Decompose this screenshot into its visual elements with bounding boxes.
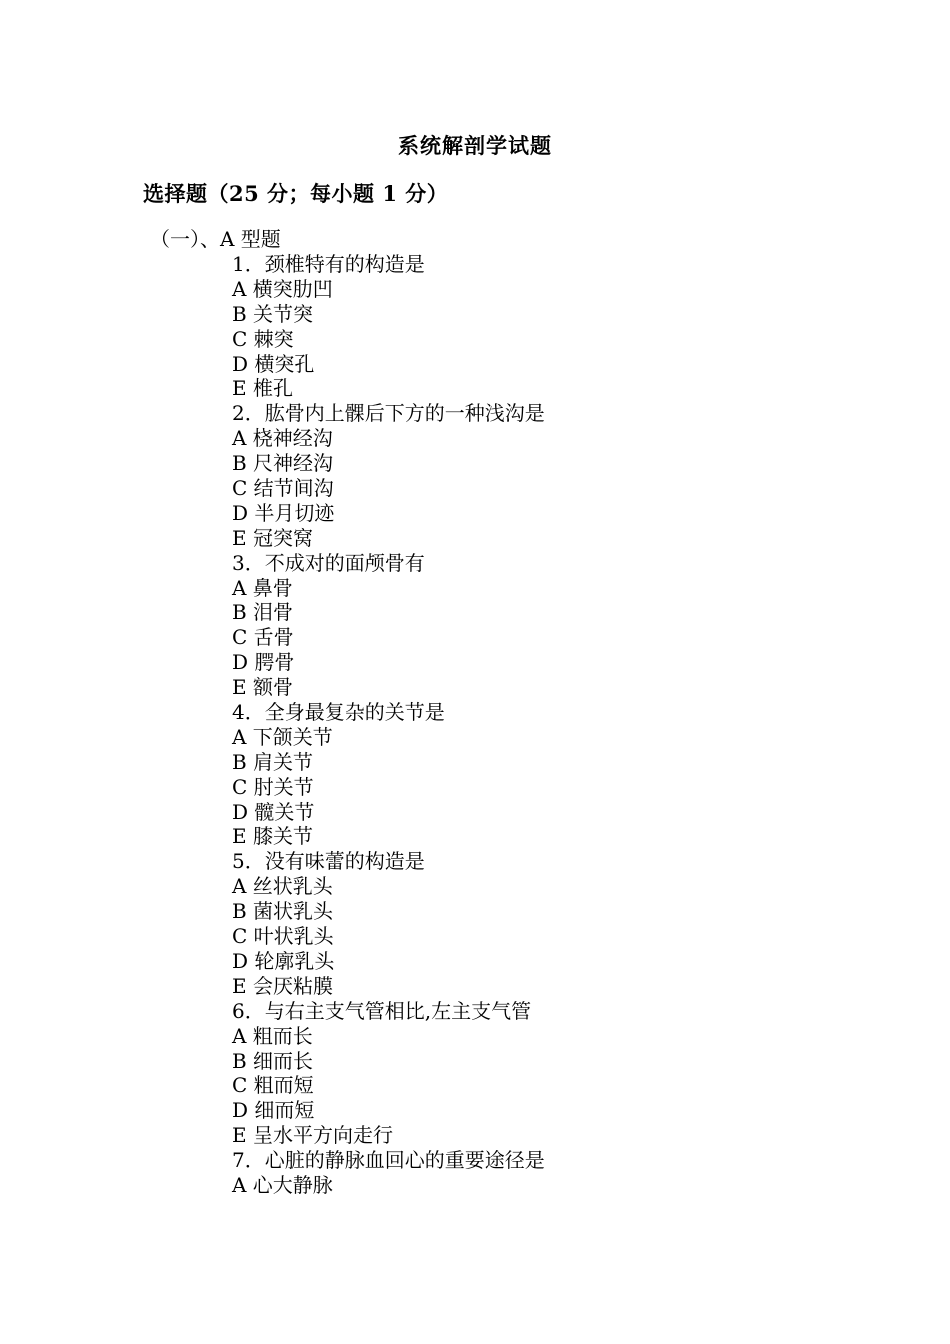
answer-option: E 会厌粘膜 — [232, 973, 333, 998]
question-1 — [232, 252, 545, 401]
answer-option: E 膝关节 — [232, 824, 313, 849]
document-title: 系统解剖学试题 — [398, 133, 552, 158]
answer-option: A 桡神经沟 — [232, 426, 333, 451]
answer-option: A 鼻骨 — [232, 575, 293, 600]
answer-option: A 横突肋凹 — [232, 276, 333, 301]
answer-option: E 呈水平方向走行 — [232, 1123, 393, 1148]
answer-option: E 椎孔 — [232, 376, 293, 401]
answer-option: C 结节间沟 — [232, 476, 334, 501]
answer-option: C 粗而短 — [232, 1073, 314, 1098]
answer-option: A 粗而长 — [232, 1023, 313, 1048]
question-stem: 2．肱骨内上髁后下方的一种浅沟是 — [232, 401, 545, 426]
question-6 — [232, 999, 545, 1148]
question-list — [232, 252, 545, 1198]
question-stem: 7．心脏的静脉血回心的重要途径是 — [232, 1148, 545, 1173]
question-2 — [232, 401, 545, 550]
section-heading: 选择题（25 分；每小题 1 分） — [143, 181, 449, 206]
answer-option: D 横突孔 — [232, 351, 315, 376]
question-stem: 4．全身最复杂的关节是 — [232, 700, 445, 725]
question-7 — [232, 1148, 545, 1198]
answer-option: A 心大静脉 — [232, 1172, 333, 1197]
answer-option: D 细而短 — [232, 1098, 315, 1123]
answer-option: C 叶状乳头 — [232, 924, 334, 949]
answer-option: D 轮廓乳头 — [232, 948, 335, 973]
answer-option: D 半月切迹 — [232, 500, 335, 525]
answer-option: B 尺神经沟 — [232, 451, 334, 476]
answer-option: B 肩关节 — [232, 749, 314, 774]
answer-option: C 舌骨 — [232, 625, 294, 650]
question-3 — [232, 551, 545, 700]
question-4 — [232, 700, 545, 849]
answer-option: D 腭骨 — [232, 650, 295, 675]
answer-option: B 菌状乳头 — [232, 899, 334, 924]
answer-option: E 额骨 — [232, 675, 293, 700]
answer-option: D 髋关节 — [232, 799, 315, 824]
question-stem: 1．颈椎特有的构造是 — [232, 252, 425, 276]
question-5 — [232, 849, 545, 998]
question-stem: 6．与右主支气管相比,左主支气管 — [232, 998, 532, 1023]
answer-option: C 棘突 — [232, 326, 294, 351]
question-stem: 5．没有味蕾的构造是 — [232, 849, 425, 874]
question-stem: 3．不成对的面颅骨有 — [232, 550, 425, 575]
answer-option: B 关节突 — [232, 301, 314, 326]
answer-option: B 泪骨 — [232, 600, 294, 625]
answer-option: A 下颌关节 — [232, 724, 333, 749]
subsection-heading: （一）、A 型题 — [150, 227, 281, 251]
answer-option: E 冠突窝 — [232, 525, 313, 550]
answer-option: A 丝状乳头 — [232, 874, 333, 899]
answer-option: B 细而长 — [232, 1048, 314, 1073]
answer-option: C 肘关节 — [232, 774, 314, 799]
